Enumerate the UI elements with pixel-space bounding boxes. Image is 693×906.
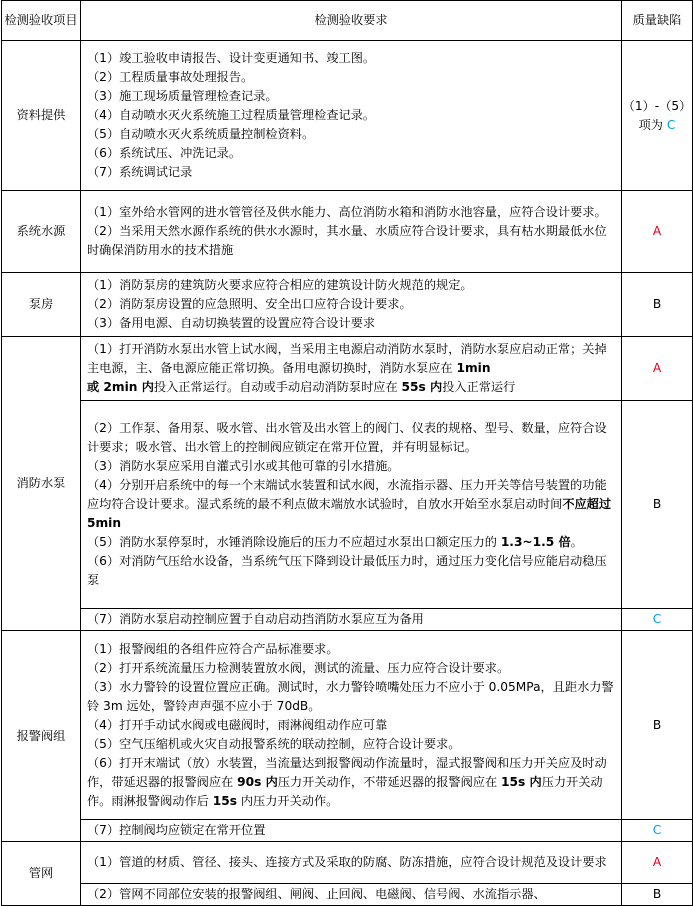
defect-grade: A xyxy=(622,191,693,273)
table-row xyxy=(2,842,693,884)
acceptance-table xyxy=(1,0,693,906)
requirements-cell xyxy=(81,273,622,337)
table-row xyxy=(2,884,693,906)
requirements-cell: （7）消防水泵启动控制应置于自动启动挡消防水泵应互为备用 xyxy=(81,609,622,631)
requirement-line: （1）室外给水管网的进水管管径及供水能力、高位消防水箱和消防水池容量，应符合设计要求。 xyxy=(87,205,607,219)
requirement-line: （5）消防水泵停泵时，水锤消除设施后的压力不应超过水泵出口额定压力的 1.3~1.5 倍。 xyxy=(87,535,583,549)
requirement-line: （2）打开系统流量压力检测装置放水阀，测试的流量、压力应符合设计要求。 xyxy=(87,660,510,675)
requirement-line: （2）当采用天然水源作系统的供水水源时，其水量、水质应符合设计要求，具有枯水期最低水位时确保消防用水的技术措施 xyxy=(87,224,607,257)
requirement-line: （2）消防泵房设置的应急照明、安全出口应符合设计要求。 xyxy=(87,297,412,311)
requirement-line: （4）分别开启系统中的每一个末端试水装置和试水阀，水流指示器、压力开关等信号装置的功能应均符合设计要求。湿式系统的最不利点做末端放水试验时，自放水开始至水泵启动时间不应超过 5min xyxy=(87,478,612,530)
item-cell: 系统水源 xyxy=(2,191,81,273)
item-cell: 管网 xyxy=(2,842,81,906)
table-row xyxy=(2,337,693,401)
defect-range: （1）-（5） xyxy=(622,98,692,113)
header-requirements: 检测验收要求 xyxy=(81,1,622,41)
requirement-line: （3）施工现场质量管理检查记录。 xyxy=(87,89,278,103)
table-row xyxy=(2,273,693,337)
requirement-line: （2）工作泵、备用泵、吸水管、出水管及出水管上的阀门、仪表的规格、型号、数量，应符合设计要求；吸水管、出水管上的控制阀应锁定在常开位置，并有明显标记。 xyxy=(87,421,607,454)
item-cell: 资料提供 xyxy=(2,41,81,191)
requirements-cell xyxy=(81,191,622,273)
requirements-cell: （7）控制阀均应锁定在常开位置 xyxy=(81,820,622,842)
header-row xyxy=(2,1,693,41)
requirement-line: （6）对消防气压给水设备，当系统气压下降到设计最低压力时，通过压力变化信号应能启动稳压泵 xyxy=(87,554,607,587)
table-row xyxy=(2,820,693,842)
defect-grade: C xyxy=(622,820,693,842)
requirement-line: （7）系统调试记录 xyxy=(87,165,193,179)
requirements-cell xyxy=(81,401,622,609)
requirements-cell xyxy=(81,41,622,191)
requirement-line: （1）消防泵房的建筑防火要求应符合相应的建筑设计防火规范的规定。 xyxy=(87,278,473,292)
defect-grade: B xyxy=(622,631,693,820)
requirement-line: （2）工程质量事故处理报告。 xyxy=(87,70,254,84)
requirement-line: （6）系统试压、冲洗记录。 xyxy=(87,146,242,160)
defect-suffix: 项为 xyxy=(638,117,663,132)
defect-grade: A xyxy=(622,842,693,884)
header-item: 检测验收项目 xyxy=(2,1,81,41)
table-row xyxy=(2,609,693,631)
requirement-line: （1）竣工验收申请报告、设计变更通知书、竣工图。 xyxy=(87,51,376,65)
table-row xyxy=(2,191,693,273)
table-row xyxy=(2,401,693,609)
defect-grade: B xyxy=(622,273,693,337)
requirement-line: （4）打开手动试水阀或电磁阀时，雨淋阀组动作应可靠 xyxy=(87,717,388,732)
defect-grade: C xyxy=(666,117,676,132)
table-row xyxy=(2,41,693,191)
defect-grade: B xyxy=(622,401,693,609)
requirement-line: （6）打开末端试（放）水装置，当流量达到报警阀动作流量时，湿式报警阀和压力开关应及时动作，带延迟器的报警阀应在 90s 内压力开关动作，不带延迟器的报警阀应在 15s 内压力开关动作。雨淋报警阀动作后 15s 内压力开关动作。 xyxy=(87,755,607,808)
requirement-line: （3）备用电源、自动切换装置的设置应符合设计要求 xyxy=(87,316,376,330)
requirements-cell xyxy=(81,631,622,820)
requirements-cell: （1）管道的材质、管径、接头、连接方式及采取的防腐、防冻措施，应符合设计规范及设计要求 xyxy=(81,842,622,884)
requirement-paragraph: （1）打开消防水泵出水管上试水阀，当采用主电源启动消防水泵时，消防水泵应启动正常；关掉主电源，主、备电源应能正常切换。备用电源切换时，消防水泵应在 1min 或 2min 内投入正常运行。自动或手动启动消防泵时应在 55s 内投入正常运行 xyxy=(87,342,607,394)
item-cell: 消防水泵 xyxy=(2,337,81,631)
defect-grade: A xyxy=(622,337,693,401)
item-cell: 泵房 xyxy=(2,273,81,337)
requirements-cell xyxy=(81,337,622,401)
requirement-line: （4）自动喷水灭火系统施工过程质量管理检查记录。 xyxy=(87,108,376,122)
requirement-line: （3）消防水泵应采用自灌式引水或其他可靠的引水措施。 xyxy=(87,459,400,473)
defect-grade: B xyxy=(622,884,693,906)
header-defect: 质量缺陷 xyxy=(622,1,693,41)
requirements-cell: （2）管网不同部位安装的报警阀组、闸阀、止回阀、电磁阀、信号阀、水流指示器、 xyxy=(81,884,622,906)
requirement-line: （5）自动喷水灭火系统质量控制检资料。 xyxy=(87,127,315,141)
requirement-line: （5）空气压缩机或火灾自动报警系统的联动控制，应符合设计要求。 xyxy=(87,736,461,751)
requirement-line: （1）报警阀组的各组件应符合产品标准要求。 xyxy=(87,641,339,656)
item-cell: 报警阀组 xyxy=(2,631,81,842)
defect-cell xyxy=(622,41,693,191)
table-row xyxy=(2,631,693,820)
requirement-line: （3）水力警铃的设置位置应正确。测试时，水力警铃喷嘴处压力不应小于 0.05MPa，且距水力警铃 3m 远处，警铃声声强不应小于 70dB。 xyxy=(87,679,614,713)
defect-grade: C xyxy=(622,609,693,631)
